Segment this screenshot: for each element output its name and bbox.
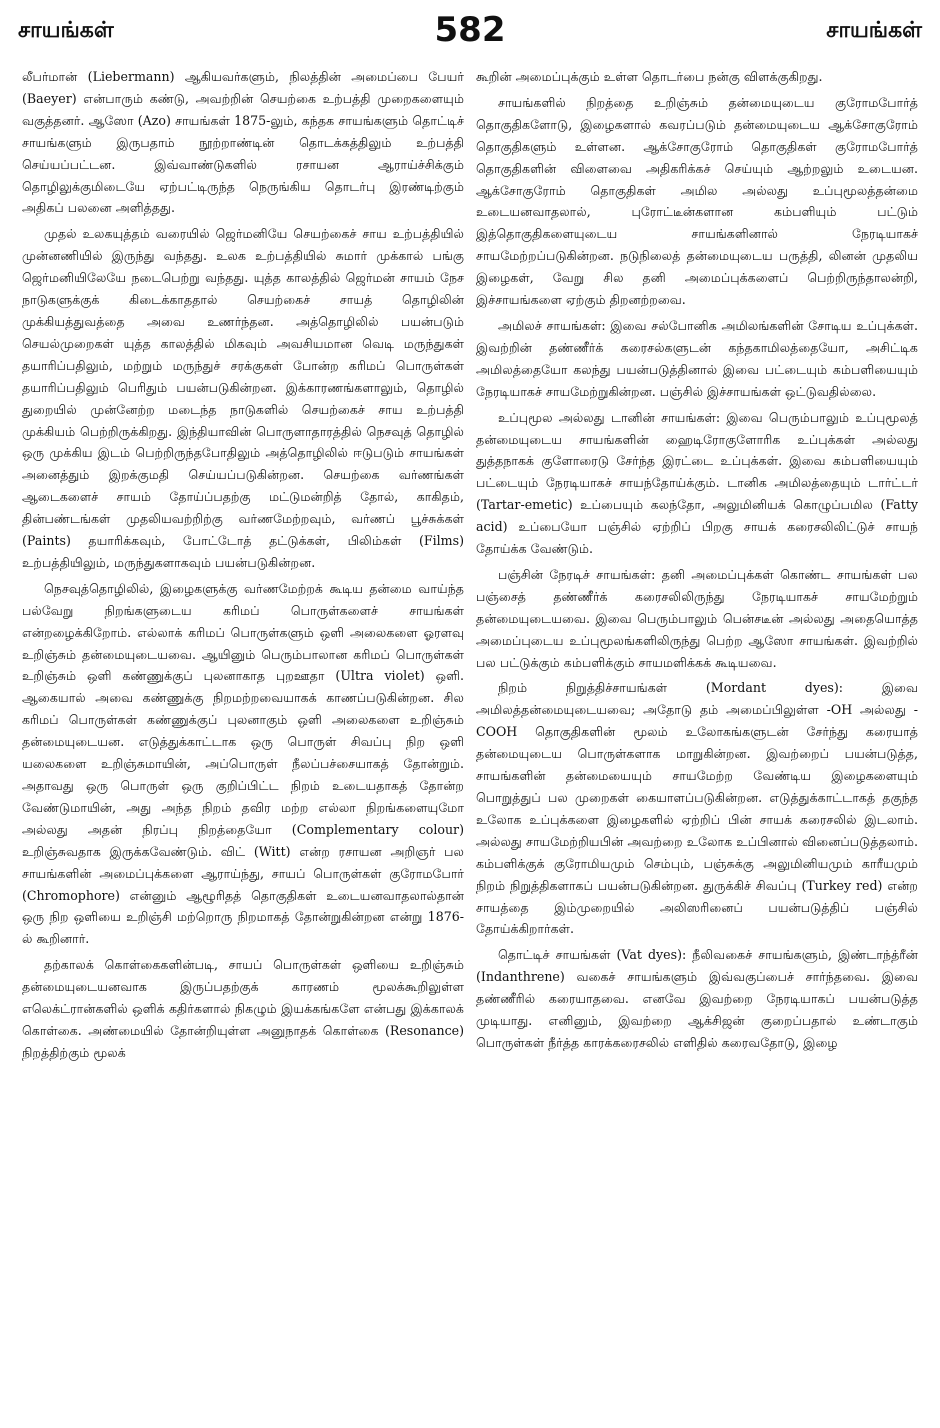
paragraph: லீபர்மான் (Liebermann) ஆகியவர்களும், நிலத்தின் அமைப்பை பேயர் (Baeyer) என்பாரும் கண்டு, அவற்றின் செயற்கை உற்பத்தி முறைகளையும் வகுத்தனர். ஆஸோ (Azo) சாயங்கள் 1875-லும், கந்தக சாயங்களும் தொட்டிச் சாயங்களும் இருபதாம் நூற்றாண்டின் தொடக்கத்திலும் உற்பத்தி செய்யப்பட்டன. இவ்வாண்டுகளில் ரசாயன ஆராய்ச்சிக்கும் தொழிலுக்குமிடையே ஏற்பட்டிருந்த நெருங்கிய தொடர்பு இரண்டிற்கும் அதிகப் பலனை அளித்தது. bbox=[22, 69, 464, 216]
paragraph: நெசவுத்தொழிலில், இழைகளுக்கு வர்ணமேற்றக் கூடிய தன்மை வாய்ந்த பல்வேறு நிறங்களுடைய கரிமப் பொருள்களைச் சாயங்கள் என்றழைக்கிறோம். எல்லாக் கரிமப் பொருள்களும் ஒளி அலைகளை ஓரளவு உறிஞ்சும் தன்மையுடையவை. ஆயினும் பெரும்பாலான கரிமப் பொருள்கள் உறிஞ்சும் ஒளி கண்ணுக்குப் புலனாகாத புறஊதா (Ultra violet) ஒளி. ஆகையால் அவை கண்ணுக்கு நிறமற்றவையாகக் காணப்படுகின்றன. சில கரிமப் பொருள்கள் கண்ணுக்குப் புலனாகும் ஒளி அலைகளை உறிஞ்சும் தன்மையுடையன. எடுத்துக்காட்டாக ஒரு பொருள் சிவப்பு நிற ஒளி யலைகளை உறிஞ்சுமாயின், அப்பொருள் நீலப்பச்சையாகத் தோன்றும். அதாவது ஒரு பொருள் ஒரு குறிப்பிட்ட நிறம் உடையதாகத் தோன்ற வேண்டுமாயின், அது அந்த நிறம் தவிர மற்ற எல்லா நிறங்களையுமோ அல்லது அதன் நிரப்பு நிறத்தையோ (Complementary colour) உறிஞ்சுவதாக இருக்கவேண்டும். விட் (Witt) என்ற ரசாயன அறிஞர் பல சாயங்களின் அமைப்புக்களை ஆராய்ந்து, சாயப் பொருள்கள் குரோமபோர் (Chromophore) என்னும் ஆழூரிதத் தொகுதிகள் உடையனவாதலால்தான் ஒரு நிற ஒளியை உறிஞ்சி மற்றொரு நிறமாகத் தோன்றுகின்றன என்று 1876-ல் கூறினார். bbox=[22, 580, 464, 947]
paragraph: உப்புமூல அல்லது டானின் சாயங்கள்: இவை பெரும்பாலும் உப்புமூலத் தன்மையுடைய சாயங்களின் ஹைடிரோகுளோரிக உப்புக்கள் அல்லது துத்தநாகக் குளோரைடு சேர்ந்த இரட்டை உப்புக்கள். இவை கம்பளியையும் பட்டையும் நேரடியாகச் சாயந்தோய்க்கும். டானிக அமிலத்தையும் டார்ட்டர் (Tartar-emetic) உப்பையும் கலந்தோ, அலுமினியக் கொழுப்பமில (Fatty acid) உப்பையோ பஞ்சில் ஏற்றிப் பிறகு சாயக் கரைசலிலிட்டுச் சாயந் தோய்க்க வேண்டும். bbox=[476, 409, 918, 557]
text-columns bbox=[22, 66, 918, 1414]
paragraph: முதல் உலகயுத்தம் வரையில் ஜெர்மனியே செயற்கைச் சாய உற்பத்தியில் முன்னணியில் இருந்து வந்தது. உலக உற்பத்தியில் சுமார் முக்கால் பங்கு ஜெர்மனியிலேயே நடைபெற்று வந்தது. யுத்த காலத்தில் ஜெர்மன் சாயம் நேச நாடுகளுக்குக் கிடைக்காததால் செயற்கைச் சாயத் தொழிலின் முக்கியத்துவத்தை அவை உணர்ந்தன. அத்தொழிலில் பயன்படும் செயல்முறைகள் யுத்த காலத்தில் மிகவும் அவசியமான வெடி மருந்துகள் தயாரிப்பதிலும், மற்றும் மருந்துச் சரக்குகள் போன்ற கரிமப் பொருள்கள் தயாரிப்பதிலும் பெரிதும் பயன்படுகின்றன. இக்காரணங்களாலும், தொழில் துறையில் முன்னேற்ற மடைந்த நாடுகளில் செயற்கைச் சாய உற்பத்தி முக்கியம் பெற்றிருக்கிறது. இந்தியாவின் பொருளாதாரத்தில் நெசவுத் தொழில் ஒரு முக்கிய இடம் பெற்றிருந்தபோதிலும் அத்தொழிலில் ஈடுபடும் சாயங்கள் அனைத்தும் இறக்குமதி செய்யப்படுகின்றன. செயற்கை வர்ணங்கள் ஆடைகளைச் சாயம் தோய்ப்பதற்கு மட்டுமன்றித் தோல், காகிதம், தின்பண்டங்கள் முதலியவற்றிற்கு வர்ணமேற்றவும், வர்ணப் பூச்சுக்கள் (Paints) தயாரிக்கவும், போட்டோத் தட்டுக்கள், பிலிம்கள் (Films) உற்பத்தியிலும், மருந்துகளாகவும் பயன்படுகின்றன. bbox=[22, 226, 464, 570]
paragraph: சாயங்களில் நிறத்தை உறிஞ்சும் தன்மையுடைய குரோமபோர்த் தொகுதிகளோடு, இழைகளால் கவரப்படும் தன்மையுடைய ஆக்சோகுரோம் தொகுதிகளும் உள்ளன. ஆக்சோகுரோம் தொகுதிகள் குரோமபோர்த் தொகுதிகளின் விளைவை அதிகரிக்கச் செய்யும் ஆற்றலும் உடையன. ஆக்சோகுரோம் தொகுதிகள் அமில அல்லது உப்புமூலத்தன்மை உடையனவாதலால், புரோட்டீன்களான கம்பளியும் பட்டும் இத்தொகுதிகளையுடைய சாயங்களினால் நேரடியாகச் சாயமேற்றப்படுகின்றன. நடுநிலைத் தன்மையுடைய பருத்தி, லினன் முதலிய இழைகள், வேறு சில தனி அமைப்புக்களைப் பெற்றிருந்தாலன்றி, இச்சாயங்களை ஏற்கும் திறனற்றவை. bbox=[476, 94, 918, 308]
running-head-right: சாயங்கள் bbox=[826, 18, 922, 43]
page-number: 582 bbox=[434, 10, 506, 50]
right-column bbox=[476, 66, 918, 1414]
paragraph: தற்காலக் கொள்கைகளின்படி, சாயப் பொருள்கள் ஒளியை உறிஞ்சும் தன்மையுடையனவாக இருப்பதற்குக் காரணம் மூலக்கூறிலுள்ள எலெக்ட்ரான்களில் ஒளிக் கதிர்களால் நிகழும் இயக்கங்களே என்பது இக்காலக் கொள்கை. அண்மையில் தோன்றியுள்ள அனுநாதக் கொள்கை (Resonance) நிறத்திற்கும் மூலக் bbox=[22, 957, 464, 1060]
paragraph: அமிலச் சாயங்கள்: இவை சல்போனிக அமிலங்களின் சோடிய உப்புக்கள். இவற்றின் தண்ணீர்க் கரைசல்களுடன் கந்தகாமிலத்தையோ, அசிட்டிக அமிலத்தையோ கலந்து பயன்படுத்தினால் இவை பட்டையும் கம்பளியையும் நேரடியாகச் சாயமேற்றுகின்றன. பஞ்சில் இச்சாயங்கள் ஒட்டுவதில்லை. bbox=[476, 317, 918, 399]
paragraph: நிறம் நிறுத்திச்சாயங்கள் (Mordant dyes): இவை அமிலத்தன்மையுடையவை; அதோடு தம் அமைப்பிலுள்ள -OH அல்லது -COOH தொகுதிகளின் மூலம் உலோகங்களுடன் சேர்ந்து கரையாத் தன்மையுடைய பொருள்களாக மாறுகின்றன. இவற்றைப் பயன்படுத்த, சாயங்களின் தன்மையையும் சாயமேற்ற வேண்டிய இழைகளையும் பொறுத்துப் பல முறைகள் கையாளப்படுகின்றன. எடுத்துக்காட்டாகத் தகுந்த உலோக உப்புக்களை இழைகளில் ஏற்றிப் பின் சாயக் கரைசலில் இடலாம். அல்லது சாயமேற்றியபின் அவற்றை உலோக உப்பினால் வினைப்படுத்தலாம். கம்பளிக்குக் குரோமியமும் செம்பும், பஞ்சுக்கு அலுமினியமும் காரீயமும் நிறம் நிறுத்திகளாகப் பயன்படுகின்றன. துருக்கிச் சிவப்பு (Turkey red) என்ற சாயத்தை இம்முறையில் அலிஸரினைப் பயன்படுத்திப் பஞ்சில் தோய்க்கிறார்கள். bbox=[476, 680, 918, 937]
paragraph: கூறின் அமைப்புக்கும் உள்ள தொடர்பை நன்கு விளக்குகிறது. bbox=[476, 69, 823, 84]
left-column bbox=[22, 66, 464, 1414]
paragraph: தொட்டிச் சாயங்கள் (Vat dyes): நீலிவகைச் சாயங்களும், இண்டாந்த்ரீன் (Indanthrene) வகைச் சாயங்களும் இவ்வகுப்பைச் சார்ந்தவை. இவை தண்ணீரில் கரையாதவை. எனவே இவற்றை நேரடியாகப் பயன்படுத்த முடியாது. எனினும், இவற்றை ஆக்சிஜன் குறைப்பதால் உண்டாகும் பொருள்கள் நீர்த்த காரக்கரைசலில் எளிதில் கரைவதோடு, இழை bbox=[476, 947, 918, 1050]
running-head-left: சாயங்கள் bbox=[18, 18, 114, 43]
paragraph: பஞ்சின் நேரடிச் சாயங்கள்: தனி அமைப்புக்கள் கொண்ட சாயங்கள் பல பஞ்சைத் தண்ணீர்க் கரைசலிலிருந்து நேரடியாகச் சாயமேற்றும் தன்மையுடையவை. இவை பெரும்பாலும் பென்சடீன் அல்லது அதையொத்த அமைப்புடைய உப்புமூலங்களிலிருந்து பெற்ற ஆஸோ சாயங்கள். இவற்றில் பல பட்டுக்கும் கம்பளிக்கும் சாயமளிக்கக் கூடியவை. bbox=[476, 566, 918, 670]
page-header bbox=[18, 10, 922, 54]
